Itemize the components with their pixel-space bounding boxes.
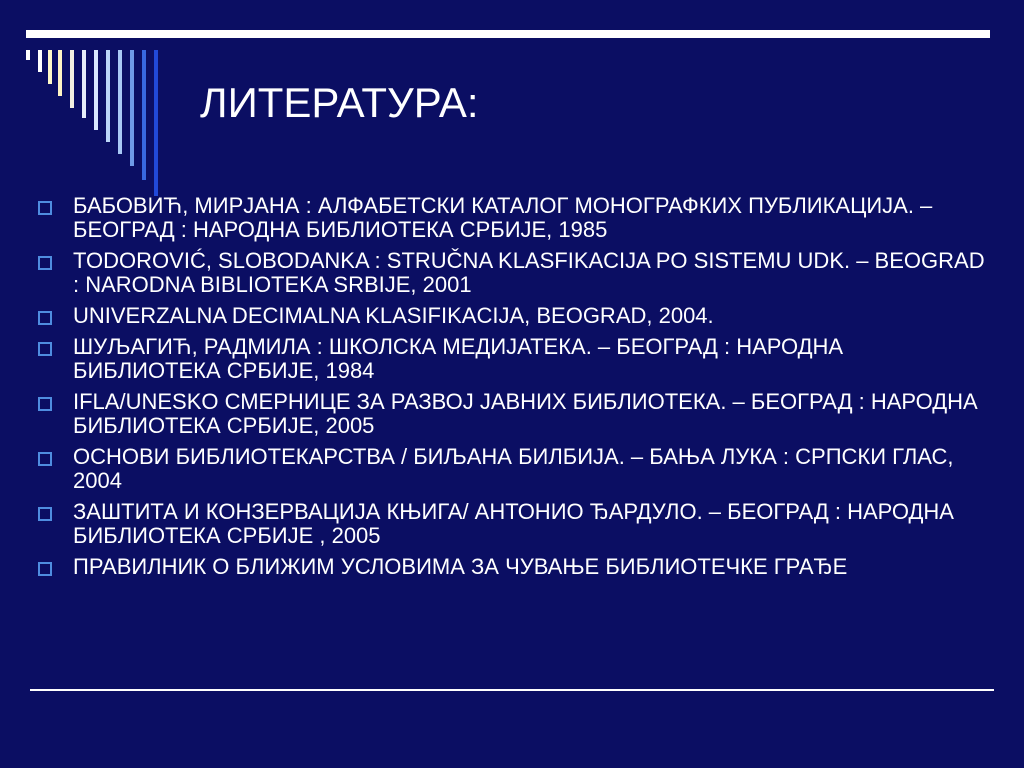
stripe-7: [94, 50, 98, 130]
stripe-12: [154, 50, 158, 196]
stripe-11: [142, 50, 146, 180]
stripe-10: [130, 50, 134, 166]
references-list: [36, 194, 986, 586]
hollow-square-bullet-icon: [38, 201, 52, 215]
hollow-square-bullet-icon: [38, 311, 52, 325]
hollow-square-bullet-icon: [38, 342, 52, 356]
bottom-rule: [30, 689, 994, 691]
list-item: [36, 500, 986, 548]
reference-text: ПРАВИЛНИК О БЛИЖИМ УСЛОВИМА ЗА ЧУВАЊЕ БИБЛИОТЕЧКЕ ГРАЂЕ: [73, 554, 848, 579]
stripe-6: [82, 50, 86, 118]
reference-text: ШУЉАГИЋ, РАДМИЛА : ШКОЛСКА МЕДИЈАТЕКА. – БЕОГРАД : НАРОДНА БИБЛИОТЕКА СРБИЈЕ, 1984: [73, 334, 844, 383]
stripe-1: [26, 50, 30, 60]
list-item: [36, 335, 986, 383]
reference-text: UNIVERZALNA DECIMALNA KLASIFIKACIJA, BEOGRAD, 2004.: [73, 303, 714, 328]
list-item: [36, 390, 986, 438]
hollow-square-bullet-icon: [38, 507, 52, 521]
slide-title: ЛИТЕРАТУРА:: [200, 79, 479, 126]
reference-text: ЗАШТИТА И КОНЗЕРВАЦИЈА КЊИГА/ АНТОНИО ЂАРДУЛО. – БЕОГРАД : НАРОДНА БИБЛИОТЕКА СРБИЈЕ , 2005: [73, 499, 954, 548]
list-item: [36, 445, 986, 493]
hollow-square-bullet-icon: [38, 256, 52, 270]
list-item: [36, 249, 986, 297]
reference-text: ОСНОВИ БИБЛИОТЕКАРСТВА / БИЉАНА БИЛБИЈА. – БАЊА ЛУКА : СРПСКИ ГЛАС, 2004: [73, 444, 954, 493]
stripe-8: [106, 50, 110, 142]
hollow-square-bullet-icon: [38, 452, 52, 466]
stripe-5: [70, 50, 74, 108]
stripe-4: [58, 50, 62, 96]
hollow-square-bullet-icon: [38, 397, 52, 411]
list-item: [36, 304, 986, 328]
list-item: [36, 555, 986, 579]
stripe-2: [38, 50, 42, 72]
reference-text: TODOROVIĆ, SLOBODANKA : STRUČNA KLASFIKACIJA PO SISTEMU UDK. – BEOGRAD : NARODNA BIBLIOTEKA SRBIJE, 2001: [73, 248, 985, 297]
stripe-9: [118, 50, 122, 154]
list-item: [36, 194, 986, 242]
stripe-3: [48, 50, 52, 84]
reference-text: IFLA/UNESKO СМЕРНИЦЕ ЗА РАЗВОЈ ЈАВНИХ БИБЛИОТЕКА. – БЕОГРАД : НАРОДНА БИБЛИОТЕКА СРБИЈЕ, 2005: [73, 389, 978, 438]
hollow-square-bullet-icon: [38, 562, 52, 576]
reference-text: БАБОВИЋ, МИРЈАНА : АЛФАБЕТСКИ КАТАЛОГ МОНОГРАФКИХ ПУБЛИКАЦИЈА. – БЕОГРАД : НАРОДНА БИБЛИОТЕКА СРБИЈЕ, 1985: [73, 193, 933, 242]
decorative-stripes: [0, 0, 180, 210]
